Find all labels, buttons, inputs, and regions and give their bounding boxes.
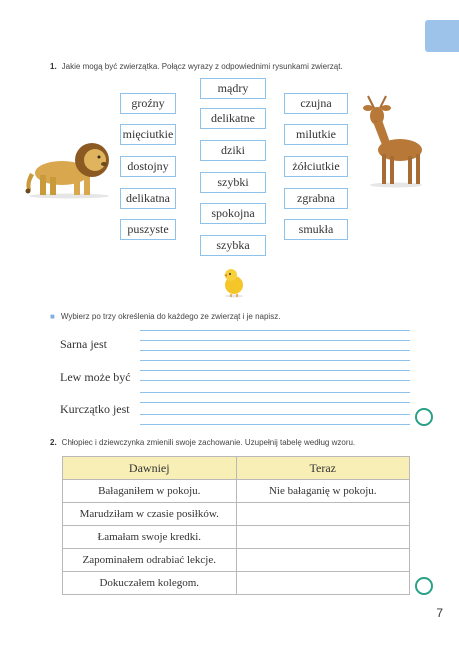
writing-line[interactable]: [140, 340, 410, 341]
writing-line[interactable]: [140, 392, 410, 393]
word-left-2[interactable]: mięciutkie: [120, 124, 176, 145]
exercise-1-text: Jakie mogą być zwierzątka. Połącz wyrazy z odpowiednimi rysunkami zwierząt.: [61, 62, 343, 71]
table-row: [63, 526, 410, 549]
table-row: [63, 572, 410, 595]
writing-line[interactable]: [140, 380, 410, 381]
cell-now[interactable]: Nie bałaganię w pokoju.: [236, 480, 410, 503]
exercise-2-instruction: [50, 438, 355, 447]
progress-circle-icon: [415, 408, 433, 426]
writing-line[interactable]: [140, 360, 410, 361]
writing-line[interactable]: [140, 330, 410, 331]
word-middle-2[interactable]: delikatne: [200, 108, 266, 129]
cell-now[interactable]: [236, 503, 410, 526]
word-right-3[interactable]: żółciutkie: [284, 156, 348, 177]
word-left-5[interactable]: puszyste: [120, 219, 176, 240]
cell-now[interactable]: [236, 549, 410, 572]
word-left-1[interactable]: groźny: [120, 93, 176, 114]
header-before: Dawniej: [63, 457, 237, 480]
cell-before: Łamałam swoje kredki.: [63, 526, 237, 549]
word-right-4[interactable]: zgrabna: [284, 188, 348, 209]
exercise-1-number: 1.: [50, 62, 57, 71]
cell-before: Zapominałem odrabiać lekcje.: [63, 549, 237, 572]
deer-illustration: [360, 92, 432, 188]
word-middle-1[interactable]: mądry: [200, 78, 266, 99]
sentence-lion: Lew może być: [60, 370, 131, 384]
word-right-2[interactable]: milutkie: [284, 124, 348, 145]
word-right-5[interactable]: smukła: [284, 219, 348, 240]
word-middle-6[interactable]: szybka: [200, 235, 266, 256]
table-header-row: [63, 457, 410, 480]
cell-now[interactable]: [236, 526, 410, 549]
cell-now[interactable]: [236, 572, 410, 595]
table-row: [63, 503, 410, 526]
header-now: Teraz: [236, 457, 410, 480]
progress-circle-icon: [415, 577, 433, 595]
word-left-4[interactable]: delikatna: [120, 188, 176, 209]
exercise-1-instruction: [50, 62, 343, 71]
task-instruction: [50, 312, 280, 321]
writing-line[interactable]: [140, 370, 410, 371]
word-left-3[interactable]: dostojny: [120, 156, 176, 177]
exercise-2-text: Chłopiec i dziewczynka zmienili swoje zachowanie. Uzupełnij tabelę według wzoru.: [61, 438, 356, 447]
corner-tab: [425, 20, 459, 52]
sentence-chick: Kurczątko jest: [60, 402, 130, 416]
word-middle-4[interactable]: szybki: [200, 172, 266, 193]
writing-line[interactable]: [140, 402, 410, 403]
exercise-2-number: 2.: [50, 438, 57, 447]
bullet-icon: ■: [50, 312, 55, 321]
table-row: [63, 549, 410, 572]
task-instruction-text: Wybierz po trzy określenia do każdego ze zwierząt i je napisz.: [60, 312, 281, 321]
writing-line[interactable]: [140, 350, 410, 351]
word-middle-3[interactable]: dziki: [200, 140, 266, 161]
cell-before: Dokuczałem kolegom.: [63, 572, 237, 595]
writing-line[interactable]: [140, 424, 410, 425]
cell-before: Marudziłam w czasie posiłków.: [63, 503, 237, 526]
cell-before: Bałaganiłem w pokoju.: [63, 480, 237, 503]
sentence-deer: Sarna jest: [60, 337, 107, 351]
page-number: 7: [436, 606, 443, 620]
word-right-1[interactable]: czujna: [284, 93, 348, 114]
writing-line[interactable]: [140, 414, 410, 415]
table-row: [63, 480, 410, 503]
lion-illustration: [22, 135, 116, 199]
word-middle-5[interactable]: spokojna: [200, 203, 266, 224]
chick-illustration: [220, 266, 248, 298]
behaviour-table: [62, 456, 410, 595]
